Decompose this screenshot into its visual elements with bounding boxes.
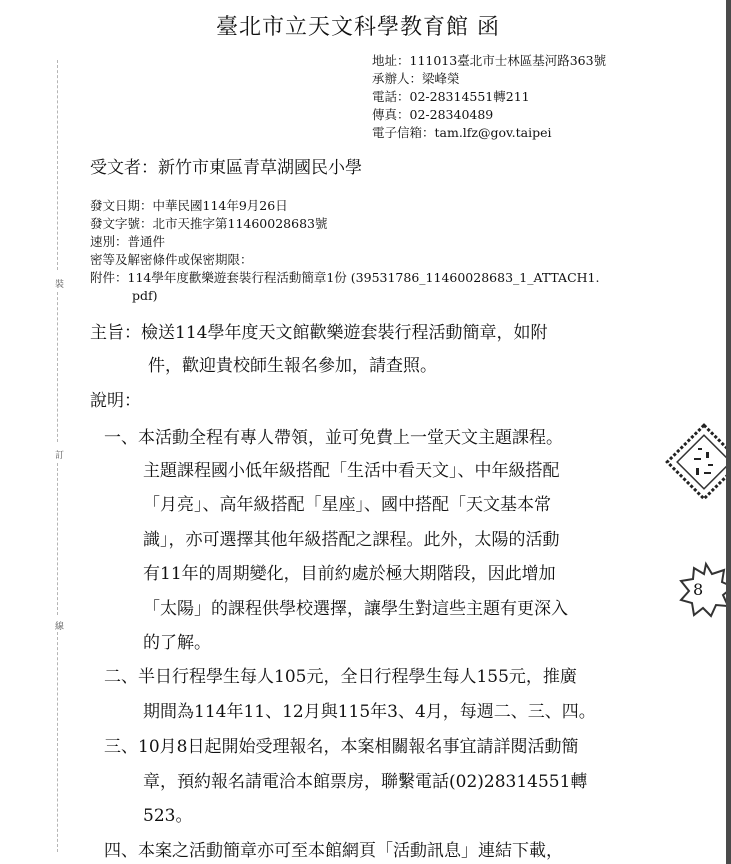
binding-mark: 裝 <box>55 280 65 290</box>
item-2-line: 期間為114年11、12月與115年3、4月，每週二、三、四。 <box>143 702 596 722</box>
page-edge-shadow <box>726 0 731 864</box>
item-1-line: 主題課程國小低年級搭配「生活中看天文」、中年級搭配 <box>143 461 560 481</box>
header-email: 電子信箱：tam.lfz@gov.taipei <box>372 125 552 140</box>
binding-line <box>57 463 58 615</box>
binding-line <box>57 292 58 442</box>
item-3-line: 523。 <box>143 806 193 826</box>
issue-date: 發文日期：中華民國114年9月26日 <box>90 198 288 213</box>
item-4-line: 四、本案之活動簡章亦可至本館網頁「活動訊息」連結下載， <box>104 841 563 861</box>
subject-line-cont: 件，歡迎貴校師生報名參加，請查照。 <box>148 356 437 376</box>
header-contact: 承辦人：梁峰榮 <box>372 71 460 86</box>
binding-mark: 訂 <box>55 451 65 461</box>
item-3-line: 三、10月8日起開始受理報名，本案相關報名事宜請詳閱活動簡 <box>104 737 579 757</box>
document-number: 發文字號：北市天推字第11460028683號 <box>90 216 328 231</box>
seal-page-number: 8 <box>693 580 704 599</box>
header-address: 地址：111013臺北市士林區基河路363號 <box>372 53 607 68</box>
subject-line: 主旨：檢送114學年度天文館歡樂遊套裝行程活動簡章，如附 <box>90 323 548 343</box>
official-seal-stamp <box>664 422 726 502</box>
item-1-line: 的了解。 <box>143 633 211 653</box>
attachment-line-cont: pdf) <box>132 288 158 303</box>
item-2-line: 二、半日行程學生每人105元，全日行程學生每人155元，推廣 <box>104 667 577 687</box>
item-1-line: 識」，亦可選擇其他年級搭配之課程。此外，太陽的活動 <box>143 530 560 550</box>
document-title: 臺北市立天文科學教育館 函 <box>216 15 500 40</box>
security-level: 密等及解密條件或保密期限： <box>90 252 253 267</box>
header-fax: 傳真：02-28340489 <box>372 107 494 122</box>
binding-mark: 線 <box>55 622 65 632</box>
attachment-line: 附件：114學年度歡樂遊套裝行程活動簡章1份 (39531786_11460028683_1_ATTACH1. <box>90 270 600 285</box>
header-phone: 電話：02-28314551轉211 <box>372 89 530 104</box>
item-1-line: 「月亮」、高年級搭配「星座」、國中搭配「天文基本常 <box>143 495 551 515</box>
item-3-line: 章，預約報名請電洽本館票房，聯繫電話(02)28314551轉 <box>143 772 588 792</box>
recipient: 受文者：新竹市東區青草湖國民小學 <box>90 158 362 178</box>
item-1-line: 「太陽」的課程供學校選擇，讓學生對這些主題有更深入 <box>143 599 568 619</box>
item-1-line: 有11年的周期變化，目前約處於極大期階段，因此增加 <box>143 564 556 584</box>
item-1-line: 一、本活動全程有專人帶領，並可免費上一堂天文主題課程。 <box>104 428 563 448</box>
binding-line <box>57 60 58 270</box>
speed-class: 速別：普通件 <box>90 234 166 249</box>
seal-stamp-partial <box>676 560 726 620</box>
binding-line <box>57 632 58 852</box>
explanation-label: 說明： <box>90 391 141 411</box>
